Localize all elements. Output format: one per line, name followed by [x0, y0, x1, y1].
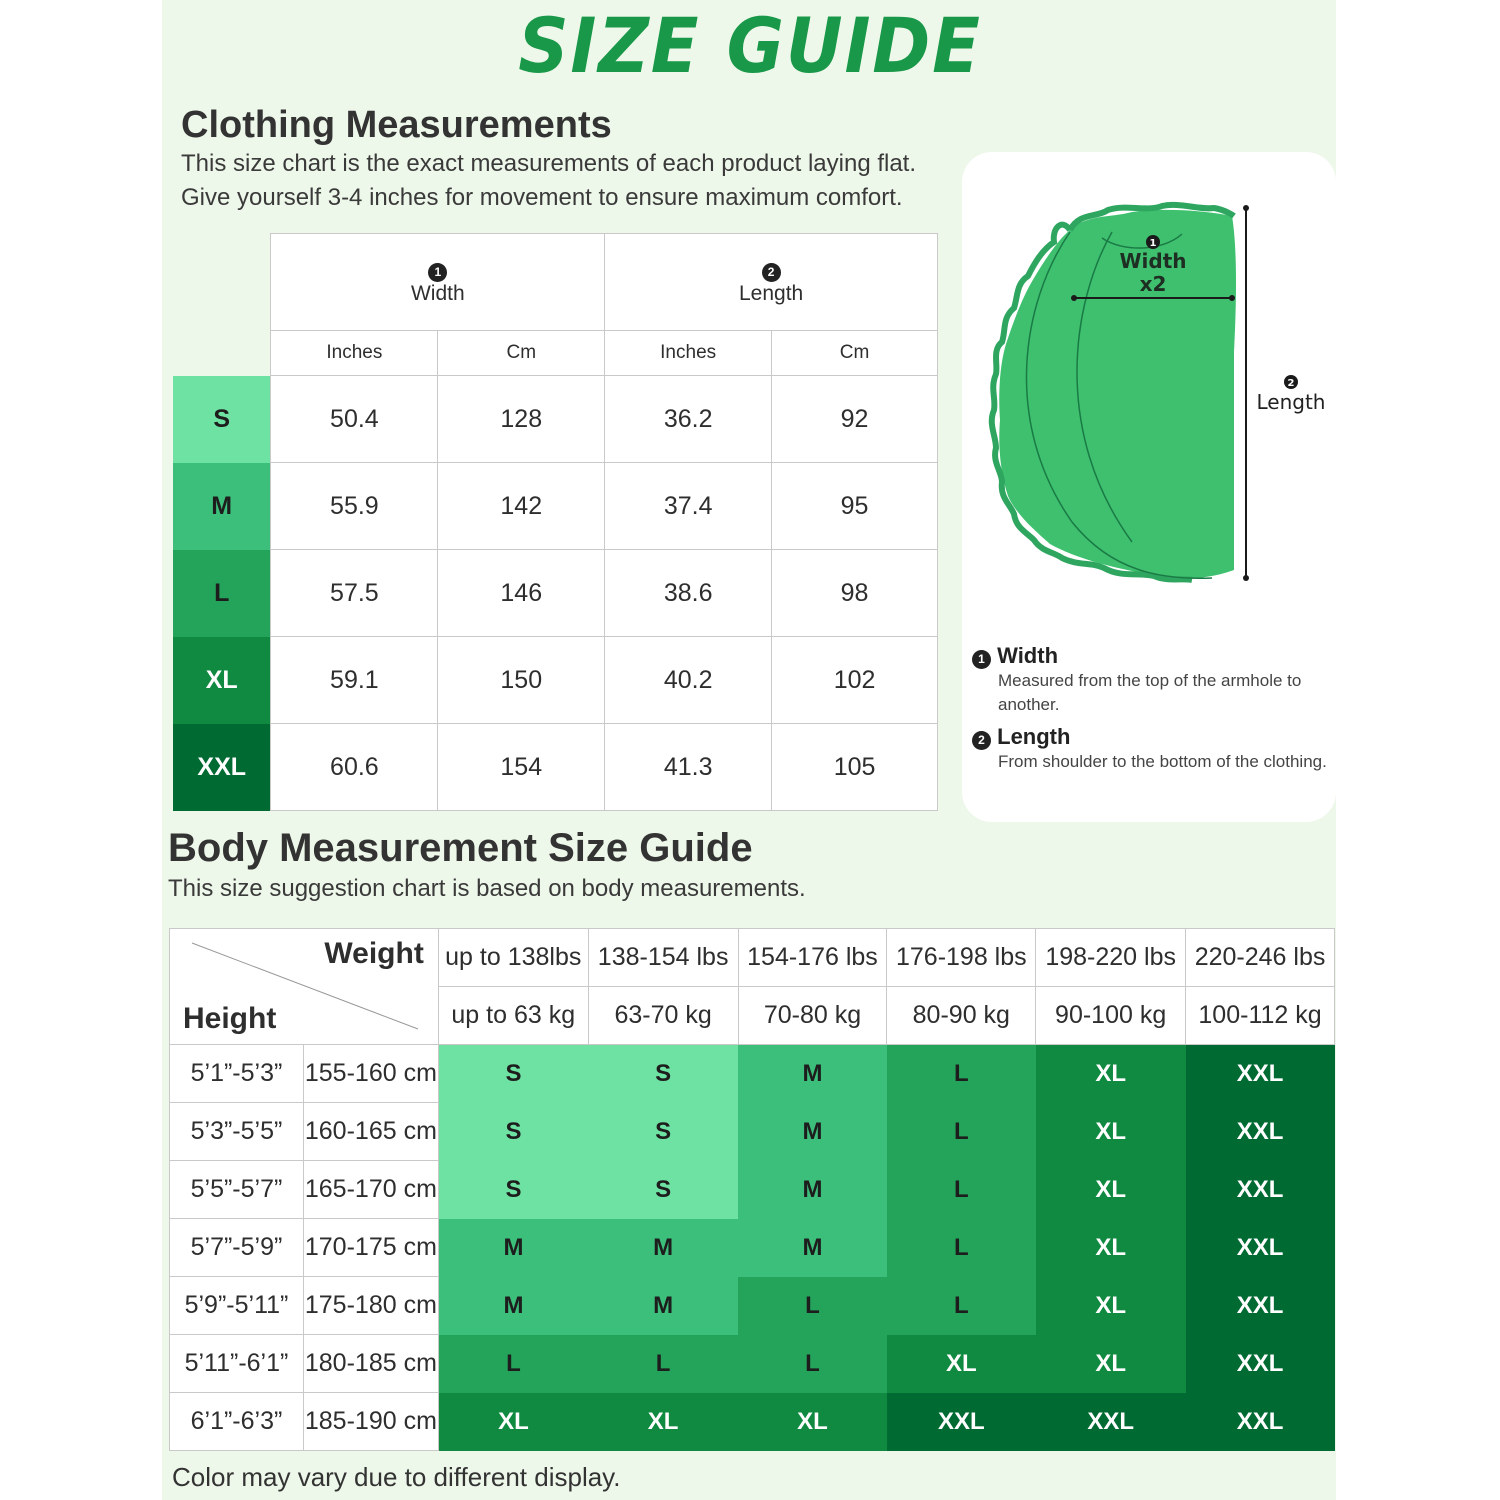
measurement-cell: 128	[438, 376, 605, 463]
height-ft: 5’3”-5’5”	[170, 1103, 304, 1161]
measurement-cell: 92	[772, 376, 938, 463]
size-cell: XL	[1036, 1045, 1186, 1103]
size-cell: XL	[438, 1393, 588, 1451]
size-cell: XXL	[1186, 1335, 1335, 1393]
size-cell: XXL	[1036, 1393, 1186, 1451]
measurement-cell: 150	[438, 637, 605, 724]
size-label: M	[173, 463, 271, 550]
table-row	[170, 1393, 1335, 1451]
size-cell: XL	[1036, 1335, 1186, 1393]
table-row	[173, 463, 938, 550]
table-row	[170, 1161, 1335, 1219]
diagram-width-label: Width	[1119, 249, 1187, 273]
measurement-cell: 102	[772, 637, 938, 724]
number-badge-icon: 2	[1287, 378, 1295, 389]
table-row	[173, 376, 938, 463]
unit-header: Cm	[772, 331, 938, 376]
height-ft: 5’5”-5’7”	[170, 1161, 304, 1219]
weight-lbs-2: 154-176 lbs	[738, 929, 887, 987]
size-cell: L	[438, 1335, 588, 1393]
number-badge-icon: 1	[1149, 238, 1157, 249]
number-badge-icon: 1	[972, 650, 991, 669]
size-label: S	[173, 376, 271, 463]
size-cell: M	[588, 1219, 738, 1277]
unit-header: Inches	[605, 331, 772, 376]
measurement-cell: 38.6	[605, 550, 772, 637]
size-cell: L	[887, 1277, 1036, 1335]
size-cell: XXL	[1186, 1277, 1335, 1335]
height-cm: 165-170 cm	[303, 1161, 438, 1219]
length-header	[605, 234, 938, 331]
table-row	[170, 1045, 1335, 1103]
size-cell: M	[438, 1277, 588, 1335]
height-cm: 170-175 cm	[303, 1219, 438, 1277]
size-cell: M	[738, 1045, 887, 1103]
height-ft: 5’11”-6’1”	[170, 1335, 304, 1393]
weight-lbs-0: up to 138lbs	[438, 929, 588, 987]
measurement-cell: 40.2	[605, 637, 772, 724]
height-cm: 155-160 cm	[303, 1045, 438, 1103]
table-corner	[173, 234, 271, 331]
footer-note: Color may vary due to different display.	[172, 1462, 621, 1492]
size-cell: M	[588, 1277, 738, 1335]
size-cell: XXL	[1186, 1161, 1335, 1219]
unit-header: Cm	[438, 331, 605, 376]
size-cell: XXL	[1186, 1045, 1335, 1103]
size-cell: S	[438, 1045, 588, 1103]
weight-kg-5: 100-112 kg	[1186, 987, 1335, 1045]
height-ft: 6’1”-6’3”	[170, 1393, 304, 1451]
measurement-cell: 41.3	[605, 724, 772, 811]
measurement-cell: 59.1	[271, 637, 438, 724]
size-label: L	[173, 550, 271, 637]
table-row	[170, 1103, 1335, 1161]
size-cell: M	[738, 1219, 887, 1277]
measurement-cell: 95	[772, 463, 938, 550]
size-cell: S	[438, 1161, 588, 1219]
size-cell: XL	[588, 1393, 738, 1451]
weight-lbs-5: 220-246 lbs	[1186, 929, 1335, 987]
size-cell: XXL	[1186, 1393, 1335, 1451]
height-ft: 5’7”-5’9”	[170, 1219, 304, 1277]
number-badge-icon: 2	[762, 263, 781, 282]
size-cell: XXL	[887, 1393, 1036, 1451]
size-cell: S	[588, 1103, 738, 1161]
measurement-cell: 37.4	[605, 463, 772, 550]
table-corner	[173, 331, 271, 376]
diagram-card	[962, 152, 1336, 822]
size-cell: L	[887, 1161, 1036, 1219]
weight-lbs-3: 176-198 lbs	[887, 929, 1036, 987]
size-cell: XL	[1036, 1103, 1186, 1161]
weight-kg-2: 70-80 kg	[738, 987, 887, 1045]
legend-width	[972, 643, 1312, 717]
number-badge-icon: 2	[972, 731, 991, 750]
table-row	[173, 550, 938, 637]
weight-height-corner	[170, 929, 439, 1045]
weight-kg-1: 63-70 kg	[588, 987, 738, 1045]
table-row	[170, 1277, 1335, 1335]
height-label: Height	[183, 1002, 277, 1035]
size-cell: XXL	[1186, 1103, 1335, 1161]
height-cm: 160-165 cm	[303, 1103, 438, 1161]
measurement-cell: 98	[772, 550, 938, 637]
size-cell: M	[738, 1103, 887, 1161]
size-cell: M	[438, 1219, 588, 1277]
size-cell: M	[738, 1161, 887, 1219]
size-cell: XL	[1036, 1277, 1186, 1335]
size-cell: S	[588, 1045, 738, 1103]
measurement-cell: 50.4	[271, 376, 438, 463]
number-badge-icon: 1	[428, 263, 447, 282]
diagram-length-label: Length	[1256, 390, 1326, 414]
diagram-width-mult: x2	[1139, 272, 1167, 296]
height-ft: 5’1”-5’3”	[170, 1045, 304, 1103]
weight-lbs-4: 198-220 lbs	[1036, 929, 1186, 987]
table-row	[170, 1335, 1335, 1393]
height-cm: 175-180 cm	[303, 1277, 438, 1335]
size-cell: L	[738, 1335, 887, 1393]
size-cell: L	[887, 1219, 1036, 1277]
measurement-cell: 36.2	[605, 376, 772, 463]
size-label: XL	[173, 637, 271, 724]
size-cell: XL	[738, 1393, 887, 1451]
weight-kg-0: up to 63 kg	[438, 987, 588, 1045]
body-heading: Body Measurement Size Guide	[168, 826, 753, 870]
clothing-table	[173, 233, 938, 811]
size-label: XXL	[173, 724, 271, 811]
weight-lbs-1: 138-154 lbs	[588, 929, 738, 987]
legend-width-title: Width	[997, 643, 1059, 668]
height-cm: 180-185 cm	[303, 1335, 438, 1393]
size-cell: XXL	[1186, 1219, 1335, 1277]
tshirt-flat-icon	[962, 152, 1336, 622]
unit-header: Inches	[271, 331, 438, 376]
measurement-cell: 57.5	[271, 550, 438, 637]
measurement-cell: 55.9	[271, 463, 438, 550]
size-cell: S	[588, 1161, 738, 1219]
weight-kg-4: 90-100 kg	[1036, 987, 1186, 1045]
width-header	[271, 234, 605, 331]
body-desc: This size suggestion chart is based on body measurements.	[168, 875, 806, 902]
clothing-desc-2: Give yourself 3-4 inches for movement to ensure maximum comfort.	[181, 184, 903, 211]
length-header-label: Length	[738, 282, 804, 305]
clothing-desc-1: This size chart is the exact measurements of each product laying flat.	[181, 150, 917, 177]
size-cell: L	[588, 1335, 738, 1393]
size-cell: L	[887, 1045, 1036, 1103]
size-cell: XL	[887, 1335, 1036, 1393]
page-title: SIZE GUIDE	[518, 1, 982, 90]
measurement-cell: 60.6	[271, 724, 438, 811]
table-row	[170, 1219, 1335, 1277]
legend-length	[972, 724, 1327, 774]
legend-width-desc: Measured from the top of the armhole to another.	[998, 671, 1302, 714]
measurement-cell: 142	[438, 463, 605, 550]
weight-label: Weight	[324, 937, 424, 970]
width-header-label: Width	[410, 282, 465, 305]
height-cm: 185-190 cm	[303, 1393, 438, 1451]
clothing-heading: Clothing Measurements	[181, 104, 612, 146]
measurement-cell: 105	[772, 724, 938, 811]
size-cell: L	[887, 1103, 1036, 1161]
table-row	[173, 724, 938, 811]
size-cell: XL	[1036, 1219, 1186, 1277]
legend-length-desc: From shoulder to the bottom of the clothing.	[998, 752, 1327, 771]
measurement-cell: 146	[438, 550, 605, 637]
table-row	[173, 637, 938, 724]
size-cell: L	[738, 1277, 887, 1335]
height-ft: 5’9”-5’11”	[170, 1277, 304, 1335]
size-cell: XL	[1036, 1161, 1186, 1219]
measurement-cell: 154	[438, 724, 605, 811]
body-size-table	[169, 928, 1335, 1451]
size-cell: S	[438, 1103, 588, 1161]
weight-kg-3: 80-90 kg	[887, 987, 1036, 1045]
legend-length-title: Length	[997, 724, 1071, 749]
